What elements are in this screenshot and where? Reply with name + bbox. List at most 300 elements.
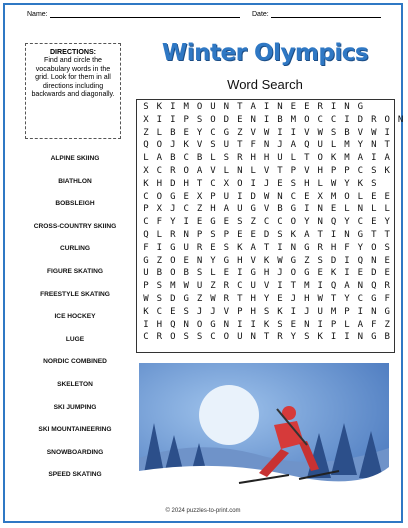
grid-letter[interactable]: N <box>357 204 364 215</box>
grid-letter[interactable]: E <box>170 306 176 317</box>
grid-letter[interactable]: G <box>210 319 216 330</box>
grid-letter[interactable]: U <box>223 140 230 151</box>
grid-letter[interactable]: T <box>237 294 243 304</box>
grid-letter[interactable]: Y <box>384 217 390 228</box>
grid-letter[interactable]: Y <box>210 255 216 266</box>
grid-letter[interactable]: Y <box>170 217 176 228</box>
grid-letter[interactable]: S <box>223 153 230 164</box>
grid-letter[interactable]: E <box>290 102 297 112</box>
grid-letter[interactable]: E <box>317 268 323 279</box>
grid-letter[interactable]: E <box>223 217 230 228</box>
grid-letter[interactable]: V <box>223 306 230 317</box>
grid-letter[interactable]: P <box>330 166 337 176</box>
grid-letter[interactable]: M <box>290 114 297 125</box>
grid-letter[interactable]: N <box>317 217 323 228</box>
grid-letter[interactable]: T <box>263 332 270 343</box>
grid-letter[interactable]: G <box>223 255 230 266</box>
grid-letter[interactable]: E <box>196 217 203 228</box>
grid-letter[interactable]: C <box>357 294 364 304</box>
grid-letter[interactable]: K <box>330 153 337 164</box>
grid-letter[interactable]: N <box>183 230 189 240</box>
grid-letter[interactable]: I <box>344 114 350 125</box>
grid-letter[interactable]: U <box>250 281 256 292</box>
grid-letter[interactable]: G <box>357 230 364 240</box>
grid-letter[interactable]: R <box>384 281 390 292</box>
grid-letter[interactable]: S <box>277 230 283 240</box>
grid-letter[interactable]: I <box>330 230 337 240</box>
grid-letter[interactable]: T <box>290 281 297 292</box>
grid-letter[interactable]: L <box>143 153 149 164</box>
grid-letter[interactable]: G <box>304 242 310 253</box>
grid-letter[interactable]: R <box>237 153 243 164</box>
grid-letter[interactable]: Q <box>170 319 176 330</box>
grid-letter[interactable]: Z <box>384 319 390 330</box>
grid-letter[interactable]: U <box>237 204 243 215</box>
grid-letter[interactable]: U <box>317 140 323 151</box>
grid-letter[interactable]: N <box>250 332 256 343</box>
grid-letter[interactable]: R <box>223 294 230 304</box>
grid-letter[interactable]: L <box>330 140 337 151</box>
grid-letter[interactable]: C <box>263 217 270 228</box>
grid-letter[interactable]: Y <box>290 332 297 343</box>
grid-letter[interactable]: A <box>290 140 297 151</box>
grid-letter[interactable]: S <box>183 332 189 343</box>
grid-letter[interactable]: B <box>170 127 176 138</box>
grid-letter[interactable]: N <box>304 319 310 330</box>
grid-letter[interactable]: Y <box>344 294 350 304</box>
grid-letter[interactable]: C <box>156 306 163 317</box>
grid-letter[interactable]: T <box>317 230 323 240</box>
grid-letter[interactable]: L <box>290 153 297 164</box>
grid-letter[interactable]: K <box>384 166 390 176</box>
grid-letter[interactable]: S <box>237 217 243 228</box>
grid-letter[interactable]: B <box>277 204 283 215</box>
grid-letter[interactable]: N <box>357 281 364 292</box>
grid-letter[interactable]: I <box>330 332 337 343</box>
grid-letter[interactable]: I <box>317 319 323 330</box>
grid-letter[interactable]: I <box>357 306 364 317</box>
grid-letter[interactable]: G <box>210 217 216 228</box>
grid-letter[interactable]: S <box>210 230 216 240</box>
grid-letter[interactable]: R <box>156 332 163 343</box>
grid-letter[interactable]: O <box>290 217 297 228</box>
grid-letter[interactable]: N <box>223 319 230 330</box>
grid-letter[interactable]: H <box>250 153 256 164</box>
grid-letter[interactable]: K <box>263 319 270 330</box>
grid-letter[interactable]: B <box>156 268 163 279</box>
grid-letter[interactable]: P <box>143 281 149 292</box>
grid-letter[interactable]: N <box>317 204 323 215</box>
grid-letter[interactable]: W <box>330 178 337 189</box>
grid-letter[interactable]: Q <box>330 281 337 292</box>
grid-letter[interactable]: Z <box>196 204 203 215</box>
grid-letter[interactable]: G <box>290 204 297 215</box>
grid-letter[interactable]: O <box>170 332 176 343</box>
grid-letter[interactable]: J <box>210 306 216 317</box>
grid-letter[interactable]: G <box>223 127 230 138</box>
grid-letter[interactable]: L <box>156 230 163 240</box>
grid-letter[interactable]: K <box>183 140 189 151</box>
grid-letter[interactable]: Q <box>371 281 377 292</box>
grid-letter[interactable]: J <box>304 306 310 317</box>
grid-letter[interactable]: C <box>156 166 163 176</box>
grid-letter[interactable]: J <box>170 140 176 151</box>
grid-letter[interactable]: Z <box>304 255 310 266</box>
grid-letter[interactable]: T <box>371 230 377 240</box>
grid-letter[interactable]: Z <box>237 127 243 138</box>
grid-letter[interactable]: E <box>384 255 390 266</box>
grid-letter[interactable]: S <box>156 294 163 304</box>
grid-letter[interactable]: E <box>277 294 283 304</box>
grid-letter[interactable]: E <box>183 127 189 138</box>
grid-letter[interactable]: P <box>344 166 350 176</box>
grid-letter[interactable]: E <box>237 114 243 125</box>
grid-letter[interactable]: S <box>223 242 230 253</box>
grid-letter[interactable]: O <box>317 153 323 164</box>
grid-letter[interactable]: I <box>344 332 350 343</box>
grid-letter[interactable]: U <box>277 153 283 164</box>
grid-letter[interactable]: G <box>290 255 297 266</box>
grid-letter[interactable]: N <box>250 114 256 125</box>
grid-letter[interactable]: Z <box>196 294 203 304</box>
grid-letter[interactable]: D <box>357 114 364 125</box>
grid-letter[interactable]: T <box>304 153 310 164</box>
grid-letter[interactable]: I <box>143 319 149 330</box>
grid-letter[interactable]: K <box>263 255 270 266</box>
grid-letter[interactable]: F <box>143 242 149 253</box>
grid-letter[interactable]: I <box>237 191 243 202</box>
grid-letter[interactable]: I <box>263 114 270 125</box>
grid-letter[interactable]: M <box>330 191 337 202</box>
grid-letter[interactable]: Z <box>210 281 216 292</box>
grid-letter[interactable]: I <box>290 306 297 317</box>
grid-letter[interactable]: T <box>237 140 243 151</box>
grid-letter[interactable]: N <box>263 140 270 151</box>
grid-letter[interactable]: H <box>304 294 310 304</box>
grid-letter[interactable]: H <box>304 178 310 189</box>
grid-letter[interactable]: O <box>344 191 350 202</box>
grid-letter[interactable]: H <box>250 306 256 317</box>
grid-letter[interactable]: E <box>223 268 230 279</box>
grid-letter[interactable]: N <box>344 230 350 240</box>
grid-letter[interactable]: V <box>263 204 270 215</box>
grid-letter[interactable]: N <box>277 191 283 202</box>
grid-letter[interactable]: Y <box>344 217 350 228</box>
grid-letter[interactable]: Q <box>357 255 364 266</box>
grid-letter[interactable]: I <box>371 153 377 164</box>
grid-letter[interactable]: O <box>170 268 176 279</box>
grid-letter[interactable]: P <box>143 204 149 215</box>
grid-letter[interactable]: J <box>290 294 297 304</box>
grid-letter[interactable]: O <box>210 114 216 125</box>
grid-letter[interactable]: I <box>156 242 163 253</box>
grid-letter[interactable]: O <box>371 242 377 253</box>
grid-letter[interactable]: E <box>371 191 377 202</box>
grid-letter[interactable]: R <box>317 102 323 112</box>
grid-letter[interactable]: Y <box>344 178 350 189</box>
grid-letter[interactable]: W <box>277 255 283 266</box>
grid-letter[interactable]: G <box>384 306 390 317</box>
grid-letter[interactable]: A <box>357 319 364 330</box>
grid-letter[interactable]: A <box>250 102 256 112</box>
grid-letter[interactable]: V <box>304 127 310 138</box>
grid-letter[interactable]: Y <box>304 217 310 228</box>
grid-letter[interactable]: D <box>263 230 270 240</box>
grid-letter[interactable]: A <box>304 230 310 240</box>
grid-letter[interactable]: W <box>263 127 270 138</box>
grid-letter[interactable]: E <box>237 230 243 240</box>
grid-letter[interactable]: P <box>183 114 189 125</box>
grid-letter[interactable]: W <box>371 127 377 138</box>
grid-letter[interactable]: U <box>183 242 189 253</box>
grid-letter[interactable]: M <box>330 306 337 317</box>
grid-letter[interactable]: H <box>237 255 243 266</box>
grid-letter[interactable]: N <box>223 102 230 112</box>
grid-letter[interactable]: N <box>277 102 283 112</box>
grid-letter[interactable]: B <box>344 127 350 138</box>
grid-letter[interactable]: I <box>384 127 390 138</box>
grid-letter[interactable]: A <box>357 153 364 164</box>
grid-letter[interactable]: I <box>263 102 270 112</box>
grid-letter[interactable]: C <box>357 166 364 176</box>
grid-letter[interactable]: G <box>143 255 149 266</box>
grid-letter[interactable]: V <box>357 127 364 138</box>
grid-letter[interactable]: S <box>156 281 163 292</box>
grid-letter[interactable]: I <box>344 255 350 266</box>
grid-letter[interactable]: L <box>223 166 230 176</box>
grid-letter[interactable]: K <box>143 306 149 317</box>
grid-letter[interactable]: K <box>317 332 323 343</box>
grid-letter[interactable]: O <box>183 166 189 176</box>
grid-letter[interactable]: Q <box>304 140 310 151</box>
grid-letter[interactable]: U <box>196 281 203 292</box>
grid-letter[interactable]: X <box>143 114 149 125</box>
grid-letter[interactable]: I <box>277 281 283 292</box>
grid-letter[interactable]: T <box>330 294 337 304</box>
grid-letter[interactable]: Z <box>143 127 149 138</box>
grid-letter[interactable]: P <box>223 230 230 240</box>
grid-letter[interactable]: F <box>344 242 350 253</box>
grid-letter[interactable]: K <box>143 178 149 189</box>
grid-letter[interactable]: I <box>170 114 176 125</box>
grid-letter[interactable]: I <box>237 319 243 330</box>
grid-letter[interactable]: Z <box>156 255 163 266</box>
grid-letter[interactable]: O <box>196 319 203 330</box>
grid-letter[interactable]: L <box>344 319 350 330</box>
grid-letter[interactable]: V <box>250 255 256 266</box>
grid-letter[interactable]: C <box>143 217 149 228</box>
grid-letter[interactable]: H <box>156 319 163 330</box>
grid-letter[interactable]: I <box>317 281 323 292</box>
grid-letter[interactable]: Z <box>250 217 256 228</box>
grid-letter[interactable]: B <box>183 268 189 279</box>
grid-letter[interactable]: A <box>196 166 203 176</box>
grid-letter[interactable]: M <box>344 140 350 151</box>
grid-letter[interactable]: C <box>183 204 189 215</box>
grid-letter[interactable]: T <box>196 178 203 189</box>
grid-letter[interactable]: B <box>196 153 203 164</box>
grid-letter[interactable]: E <box>183 255 189 266</box>
grid-letter[interactable]: C <box>330 114 337 125</box>
grid-letter[interactable]: X <box>317 191 323 202</box>
grid-letter[interactable]: T <box>237 102 243 112</box>
grid-letter[interactable]: K <box>277 306 283 317</box>
grid-letter[interactable]: R <box>196 242 203 253</box>
grid-letter[interactable]: G <box>170 242 176 253</box>
grid-letter[interactable]: X <box>196 191 203 202</box>
grid-letter[interactable]: E <box>371 217 377 228</box>
grid-letter[interactable]: X <box>223 178 230 189</box>
grid-letter[interactable]: P <box>290 166 297 176</box>
grid-letter[interactable]: R <box>223 281 230 292</box>
grid-letter[interactable]: C <box>210 332 216 343</box>
grid-letter[interactable]: A <box>344 281 350 292</box>
grid-letter[interactable]: P <box>210 191 216 202</box>
grid-letter[interactable]: A <box>250 242 256 253</box>
grid-letter[interactable]: A <box>156 153 163 164</box>
grid-letter[interactable]: H <box>210 204 216 215</box>
grid-letter[interactable]: A <box>223 204 230 215</box>
grid-letter[interactable]: Y <box>357 242 364 253</box>
grid-letter[interactable]: E <box>304 191 310 202</box>
grid-letter[interactable]: Q <box>143 230 149 240</box>
grid-letter[interactable]: I <box>304 204 310 215</box>
grid-letter[interactable]: X <box>156 204 163 215</box>
grid-letter[interactable]: C <box>183 153 189 164</box>
grid-letter[interactable]: R <box>371 114 377 125</box>
grid-letter[interactable]: L <box>357 191 364 202</box>
grid-letter[interactable]: S <box>143 102 149 112</box>
grid-letter[interactable]: U <box>210 102 216 112</box>
grid-letter[interactable]: G <box>304 268 310 279</box>
grid-letter[interactable]: U <box>317 306 323 317</box>
grid-letter[interactable]: Q <box>143 140 149 151</box>
grid-letter[interactable]: I <box>156 114 163 125</box>
grid-letter[interactable]: S <box>317 255 323 266</box>
grid-letter[interactable]: G <box>170 191 176 202</box>
grid-letter[interactable]: H <box>263 268 270 279</box>
grid-letter[interactable]: N <box>290 242 297 253</box>
grid-letter[interactable]: S <box>210 140 216 151</box>
grid-letter[interactable]: R <box>317 242 323 253</box>
grid-letter[interactable]: E <box>330 204 337 215</box>
grid-letter[interactable]: N <box>371 306 377 317</box>
grid-letter[interactable]: C <box>210 178 216 189</box>
grid-letter[interactable]: I <box>250 319 256 330</box>
grid-letter[interactable]: L <box>210 153 216 164</box>
grid-letter[interactable]: V <box>263 166 270 176</box>
grid-letter[interactable]: T <box>384 230 390 240</box>
grid-letter[interactable]: G <box>183 294 189 304</box>
grid-letter[interactable]: S <box>263 306 270 317</box>
grid-letter[interactable]: H <box>330 242 337 253</box>
grid-letter[interactable]: N <box>344 102 350 112</box>
grid-letter[interactable]: H <box>317 166 323 176</box>
grid-letter[interactable]: M <box>183 102 189 112</box>
grid-letter[interactable]: E <box>277 178 283 189</box>
grid-letter[interactable]: S <box>304 332 310 343</box>
grid-letter[interactable]: F <box>156 217 163 228</box>
grid-letter[interactable]: N <box>183 319 189 330</box>
grid-letter[interactable]: F <box>250 140 256 151</box>
grid-letter[interactable]: M <box>344 153 350 164</box>
grid-letter[interactable]: I <box>250 178 256 189</box>
grid-letter[interactable]: Y <box>263 294 270 304</box>
name-field[interactable] <box>27 11 240 18</box>
grid-letter[interactable]: O <box>223 332 230 343</box>
grid-letter[interactable]: V <box>210 166 216 176</box>
grid-letter[interactable]: S <box>277 319 283 330</box>
grid-letter[interactable]: P <box>196 230 203 240</box>
grid-letter[interactable]: C <box>143 332 149 343</box>
grid-letter[interactable]: L <box>250 166 256 176</box>
grid-letter[interactable]: U <box>223 191 230 202</box>
grid-letter[interactable]: O <box>156 140 163 151</box>
grid-letter[interactable]: C <box>317 114 323 125</box>
grid-letter[interactable]: O <box>156 191 163 202</box>
date-field[interactable] <box>252 11 381 18</box>
grid-letter[interactable]: K <box>156 102 163 112</box>
grid-letter[interactable]: O <box>170 255 176 266</box>
grid-letter[interactable]: E <box>384 191 390 202</box>
grid-letter[interactable]: W <box>317 127 323 138</box>
grid-letter[interactable]: F <box>384 294 390 304</box>
grid-letter[interactable]: J <box>196 306 203 317</box>
grid-letter[interactable]: B <box>170 153 176 164</box>
grid-letter[interactable]: H <box>156 178 163 189</box>
grid-letter[interactable]: T <box>263 242 270 253</box>
grid-letter[interactable]: G <box>371 294 377 304</box>
grid-letter[interactable]: K <box>357 178 364 189</box>
grid-letter[interactable]: E <box>290 319 297 330</box>
grid-letter[interactable]: R <box>277 332 283 343</box>
grid-letter[interactable]: J <box>263 178 270 189</box>
grid-letter[interactable]: O <box>290 268 297 279</box>
grid-letter[interactable]: K <box>330 268 337 279</box>
grid-letter[interactable]: C <box>237 281 243 292</box>
grid-letter[interactable]: O <box>304 114 310 125</box>
grid-letter[interactable]: C <box>277 217 283 228</box>
grid-letter[interactable]: N <box>196 255 203 266</box>
grid-letter[interactable]: N <box>397 114 404 125</box>
grid-letter[interactable]: C <box>143 191 149 202</box>
grid-letter[interactable]: G <box>250 204 256 215</box>
grid-letter[interactable]: I <box>330 102 337 112</box>
grid-letter[interactable]: I <box>277 127 283 138</box>
grid-letter[interactable]: H <box>250 294 256 304</box>
grid-letter[interactable]: D <box>170 294 176 304</box>
grid-letter[interactable]: V <box>304 166 310 176</box>
grid-letter[interactable]: G <box>250 268 256 279</box>
grid-letter[interactable]: E <box>183 191 189 202</box>
grid-letter[interactable]: B <box>384 332 390 343</box>
grid-letter[interactable]: D <box>371 268 377 279</box>
grid-letter[interactable]: D <box>250 191 256 202</box>
grid-letter[interactable]: E <box>357 268 364 279</box>
grid-letter[interactable]: P <box>330 319 337 330</box>
grid-letter[interactable]: B <box>277 114 283 125</box>
grid-letter[interactable]: C <box>290 191 297 202</box>
grid-letter[interactable]: U <box>143 268 149 279</box>
grid-letter[interactable]: I <box>170 102 176 112</box>
grid-letter[interactable]: J <box>277 268 283 279</box>
grid-letter[interactable]: N <box>237 166 243 176</box>
grid-letter[interactable]: O <box>237 178 243 189</box>
grid-letter[interactable]: S <box>384 242 390 253</box>
grid-letter[interactable]: W <box>317 294 323 304</box>
grid-letter[interactable]: S <box>330 127 337 138</box>
grid-letter[interactable]: S <box>196 268 203 279</box>
